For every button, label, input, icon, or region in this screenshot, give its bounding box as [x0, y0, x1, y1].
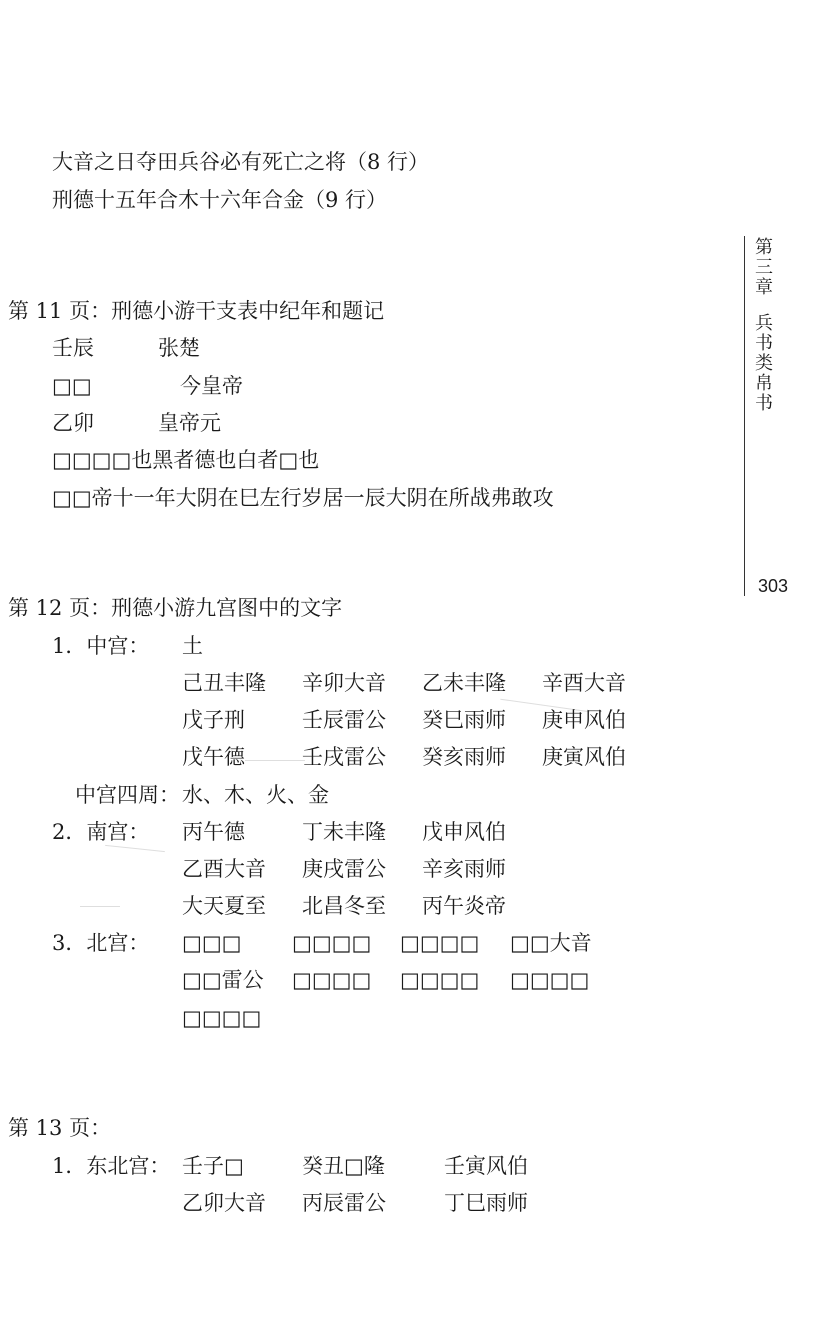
sidebar-chapter: [752, 238, 776, 414]
zhong-cell: 壬辰雷公: [302, 708, 386, 732]
nan-cell: 庚戌雷公: [302, 857, 386, 881]
top-line-2: 刑德十五年合木十六年合金（9 行）: [52, 188, 388, 212]
nan-cell: 丙午炎帝: [422, 894, 506, 918]
zhonggong-around: 水、木、火、金: [182, 783, 329, 807]
beigong-label: 3．北宫：: [52, 931, 150, 955]
nan-cell: 丙午德: [182, 820, 245, 844]
dongbei-cell: 壬子□: [182, 1154, 244, 1178]
bei-cell: □□□□: [292, 968, 372, 992]
s11-line: □□□□也黑者德也白者□也: [52, 448, 320, 472]
zhonggong-around-label: 中宫四周：: [75, 783, 180, 807]
bei-cell: □□雷公: [182, 968, 264, 992]
bei-cell: □□□□: [400, 968, 480, 992]
bei-cell: □□大音: [510, 931, 592, 955]
zhong-cell: 壬戌雷公: [302, 745, 386, 769]
bei-cell: □□□□: [510, 968, 590, 992]
dongbei-cell: 癸丑□隆: [302, 1154, 385, 1178]
scan-smudge: [245, 760, 305, 761]
sidebar-char: 第: [755, 237, 773, 258]
zhong-cell: 辛酉大音: [542, 671, 626, 695]
zhong-cell: 庚申风伯: [542, 708, 626, 732]
nan-cell: 戊申风伯: [422, 820, 506, 844]
nan-cell: 丁未丰隆: [302, 820, 386, 844]
sidebar-char: 书: [755, 393, 773, 414]
dongbeigong-label: 1．东北宫：: [52, 1154, 171, 1178]
nan-cell: 乙酉大音: [182, 857, 266, 881]
sidebar-rule: [744, 236, 745, 596]
zhonggong-center: 土: [182, 634, 203, 658]
zhong-cell: 己丑丰隆: [182, 671, 266, 695]
bei-cell: □□□□: [400, 931, 480, 955]
sidebar-char: 帛: [755, 373, 773, 394]
dongbei-cell: 丁巳雨师: [444, 1191, 528, 1215]
zhong-cell: 辛卯大音: [302, 671, 386, 695]
nangong-label: 2．南宫：: [52, 820, 150, 844]
bei-cell: □□□□: [292, 931, 372, 955]
top-line-1: 大音之日夺田兵谷必有死亡之将（8 行）: [52, 150, 430, 174]
s11-row-b: 张楚: [158, 336, 200, 360]
dongbei-cell: 壬寅风伯: [444, 1154, 528, 1178]
bei-cell: □□□□: [182, 1006, 262, 1030]
nan-cell: 大天夏至: [182, 894, 266, 918]
zhong-cell: 戊午德: [182, 745, 245, 769]
scan-smudge: [80, 906, 120, 907]
s11-row-b: 皇帝元: [158, 411, 221, 435]
sidebar-char: 章: [755, 277, 773, 298]
dongbei-cell: 乙卯大音: [182, 1191, 266, 1215]
sidebar-char: 三: [755, 257, 773, 278]
nan-cell: 辛亥雨师: [422, 857, 506, 881]
nan-cell: 北昌冬至: [302, 894, 386, 918]
zhong-cell: 癸巳雨师: [422, 708, 506, 732]
section-11-title: 第 11 页：刑德小游干支表中纪年和题记: [8, 299, 385, 323]
section-12-title: 第 12 页：刑德小游九宫图中的文字: [8, 596, 343, 620]
s11-line: □□帝十一年大阴在巳左行岁居一辰大阴在所战弗敢攻: [52, 486, 554, 510]
zhong-cell: 庚寅风伯: [542, 745, 626, 769]
s11-row-b: 今皇帝: [180, 374, 243, 398]
s11-row-a: 乙卯: [52, 411, 94, 435]
sidebar-char: 兵: [755, 313, 773, 334]
page-number: 303: [758, 576, 789, 596]
bei-cell: □□□: [182, 931, 242, 955]
sidebar-char: 书: [755, 333, 773, 354]
sidebar-char: 类: [755, 353, 773, 374]
s11-row-a: 壬辰: [52, 336, 94, 360]
zhong-cell: 乙未丰隆: [422, 671, 506, 695]
zhong-cell: 癸亥雨师: [422, 745, 506, 769]
section-13-title: 第 13 页：: [8, 1116, 112, 1140]
s11-row-a: □□: [52, 374, 92, 398]
dongbei-cell: 丙辰雷公: [302, 1191, 386, 1215]
zhonggong-label: 1．中宫：: [52, 634, 150, 658]
zhong-cell: 戊子刑: [182, 708, 245, 732]
